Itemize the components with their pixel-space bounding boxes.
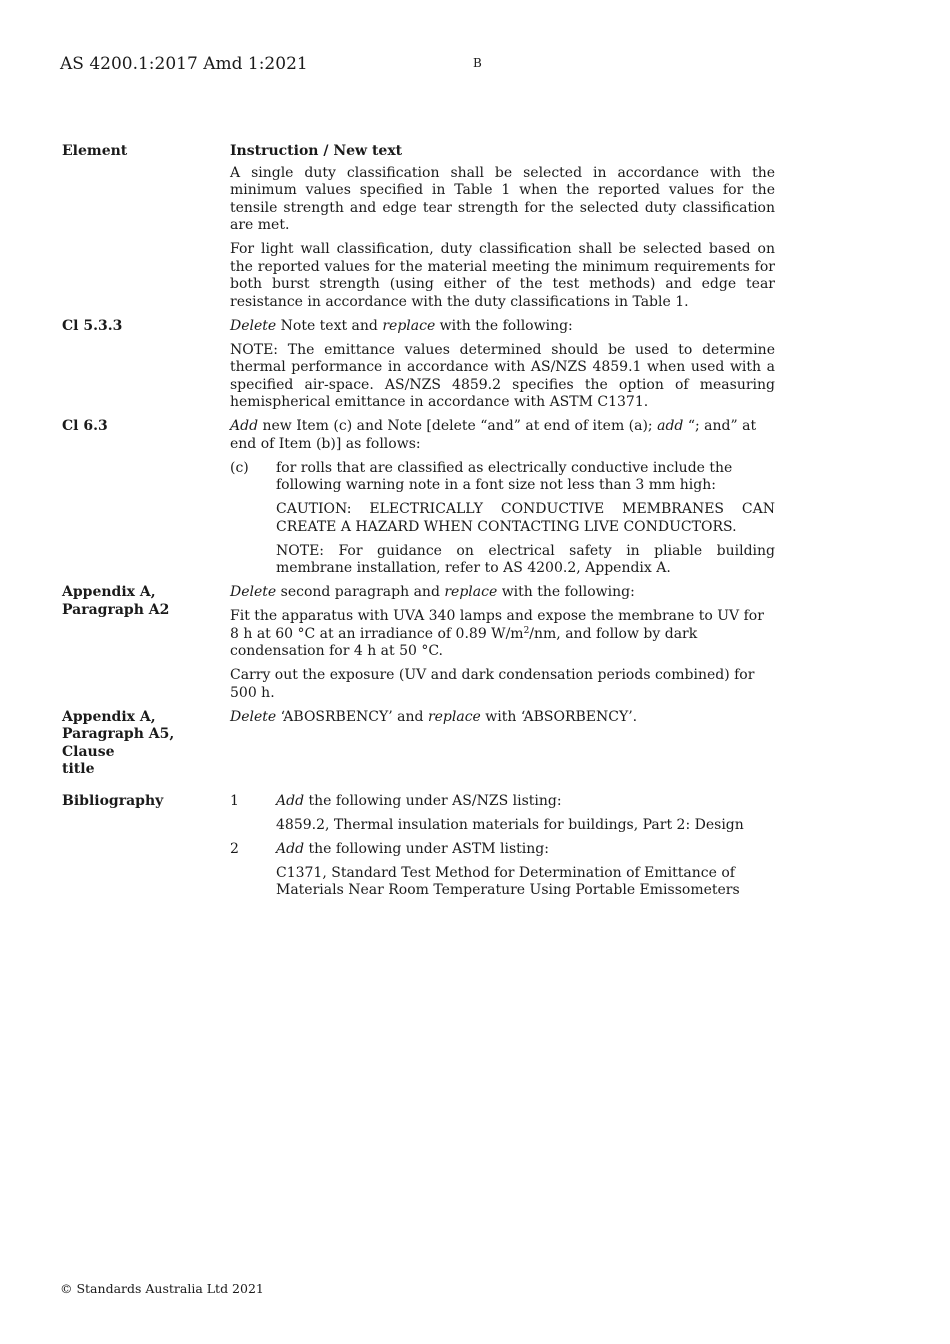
bibliography-entry: C1371, Standard Test Method for Determination of Emittance of Materials Near Room Temperature Using Portable Emissometers: [276, 864, 740, 898]
amendment-table: [62, 143, 776, 906]
table-row-duty-classification: [62, 165, 776, 318]
element-appendix-a2: Appendix A, Paragraph A2: [62, 584, 170, 618]
duty-paragraph-2: For light wall classification, duty classification shall be selected based on the reported values for the material meeting the minimum requirements for both burst strength (using either of the test methods) and edge tear resistance in accordance with the duty classifications in Table 1.: [230, 241, 775, 310]
item-c-note: NOTE: For guidance on electrical safety in pliable building membrane installation, refer to AS 4200.2, Appendix A.: [276, 542, 775, 576]
item-c: [230, 460, 775, 585]
column-header-instruction: Instruction / New text: [230, 143, 403, 159]
bibliography-entry: 4859.2, Thermal insulation materials for buildings, Part 2: Design: [276, 816, 744, 833]
element-appendix-a5: Appendix A, Paragraph A5, Clause title: [62, 708, 175, 777]
table-row-cl-5-3-3: [62, 318, 776, 419]
cl-6-3-instruction: Add new Item (c) and Note [delete “and” at end of item (a); add “; and” at end of Item (b)] as follows:: [230, 418, 757, 452]
element-cell-empty: [62, 165, 230, 318]
cl-5-3-3-instruction: Delete Note text and replace with the following:: [230, 317, 573, 334]
page-number: B: [473, 56, 482, 70]
bibliography-item: [230, 841, 775, 907]
appendix-a2-paragraph-1: Fit the apparatus with UVA 340 lamps and expose the membrane to UV for 8 h at 60 °C at an irradiance of 0.89 $W/m^2/nm$, and follow by dark condensation for 4 h at 50 °C.: [230, 608, 764, 659]
document-reference: AS 4200.1:2017 Amd 1:2021: [60, 54, 308, 74]
item-c-text: for rolls that are classified as electrically conductive include the following warning note in a font size not less than 3 mm high:: [276, 459, 733, 493]
item-c-label: (c): [230, 459, 249, 476]
bibliography-item-instruction: Add the following under ASTM listing:: [276, 840, 549, 857]
bibliography-item-number: 1: [230, 792, 239, 809]
duty-paragraph-1: A single duty classification shall be selected in accordance with the minimum values specified in Table 1 when the reported values for the tensile strength and edge tear strength for the selected duty classification are met.: [230, 164, 775, 233]
bibliography-item: [230, 793, 775, 841]
column-header-element: Element: [62, 143, 128, 159]
bibliography-item-number: 2: [230, 840, 239, 857]
copyright-footer: © Standards Australia Ltd 2021: [60, 1281, 264, 1296]
appendix-a2-instruction: Delete second paragraph and replace with the following:: [230, 584, 635, 600]
element-cl-5-3-3: Cl 5.3.3: [62, 317, 123, 334]
table-row-cl-6-3: [62, 418, 776, 584]
table-row-appendix-a5: [62, 709, 776, 779]
appendix-a2-paragraph-2: Carry out the exposure (UV and dark condensation periods combined) for 500 h.: [230, 667, 755, 701]
table-header-row: [62, 143, 776, 165]
element-cl-6-3: Cl 6.3: [62, 418, 108, 434]
element-bibliography: Bibliography: [62, 792, 164, 809]
cl-5-3-3-note: NOTE: The emittance values determined should be used to determine thermal performance in accordance with AS/NZS 4859.1 when used with a specified air-space. AS/NZS 4859.2 specifies the option of measuring hemispherical emittance in accordance with ASTM C1371.: [230, 341, 775, 410]
caution-text: CAUTION: ELECTRICALLY CONDUCTIVE MEMBRANES CAN CREATE A HAZARD WHEN CONTACTING LIVE CONDUCTORS.: [276, 501, 775, 535]
bibliography-item-instruction: Add the following under AS/NZS listing:: [276, 792, 562, 809]
table-row-appendix-a2: [62, 584, 776, 709]
table-row-bibliography: [62, 793, 776, 907]
appendix-a5-instruction: Delete ‘ABOSRBENCY’ and replace with ‘ABSORBENCY’.: [230, 708, 638, 725]
